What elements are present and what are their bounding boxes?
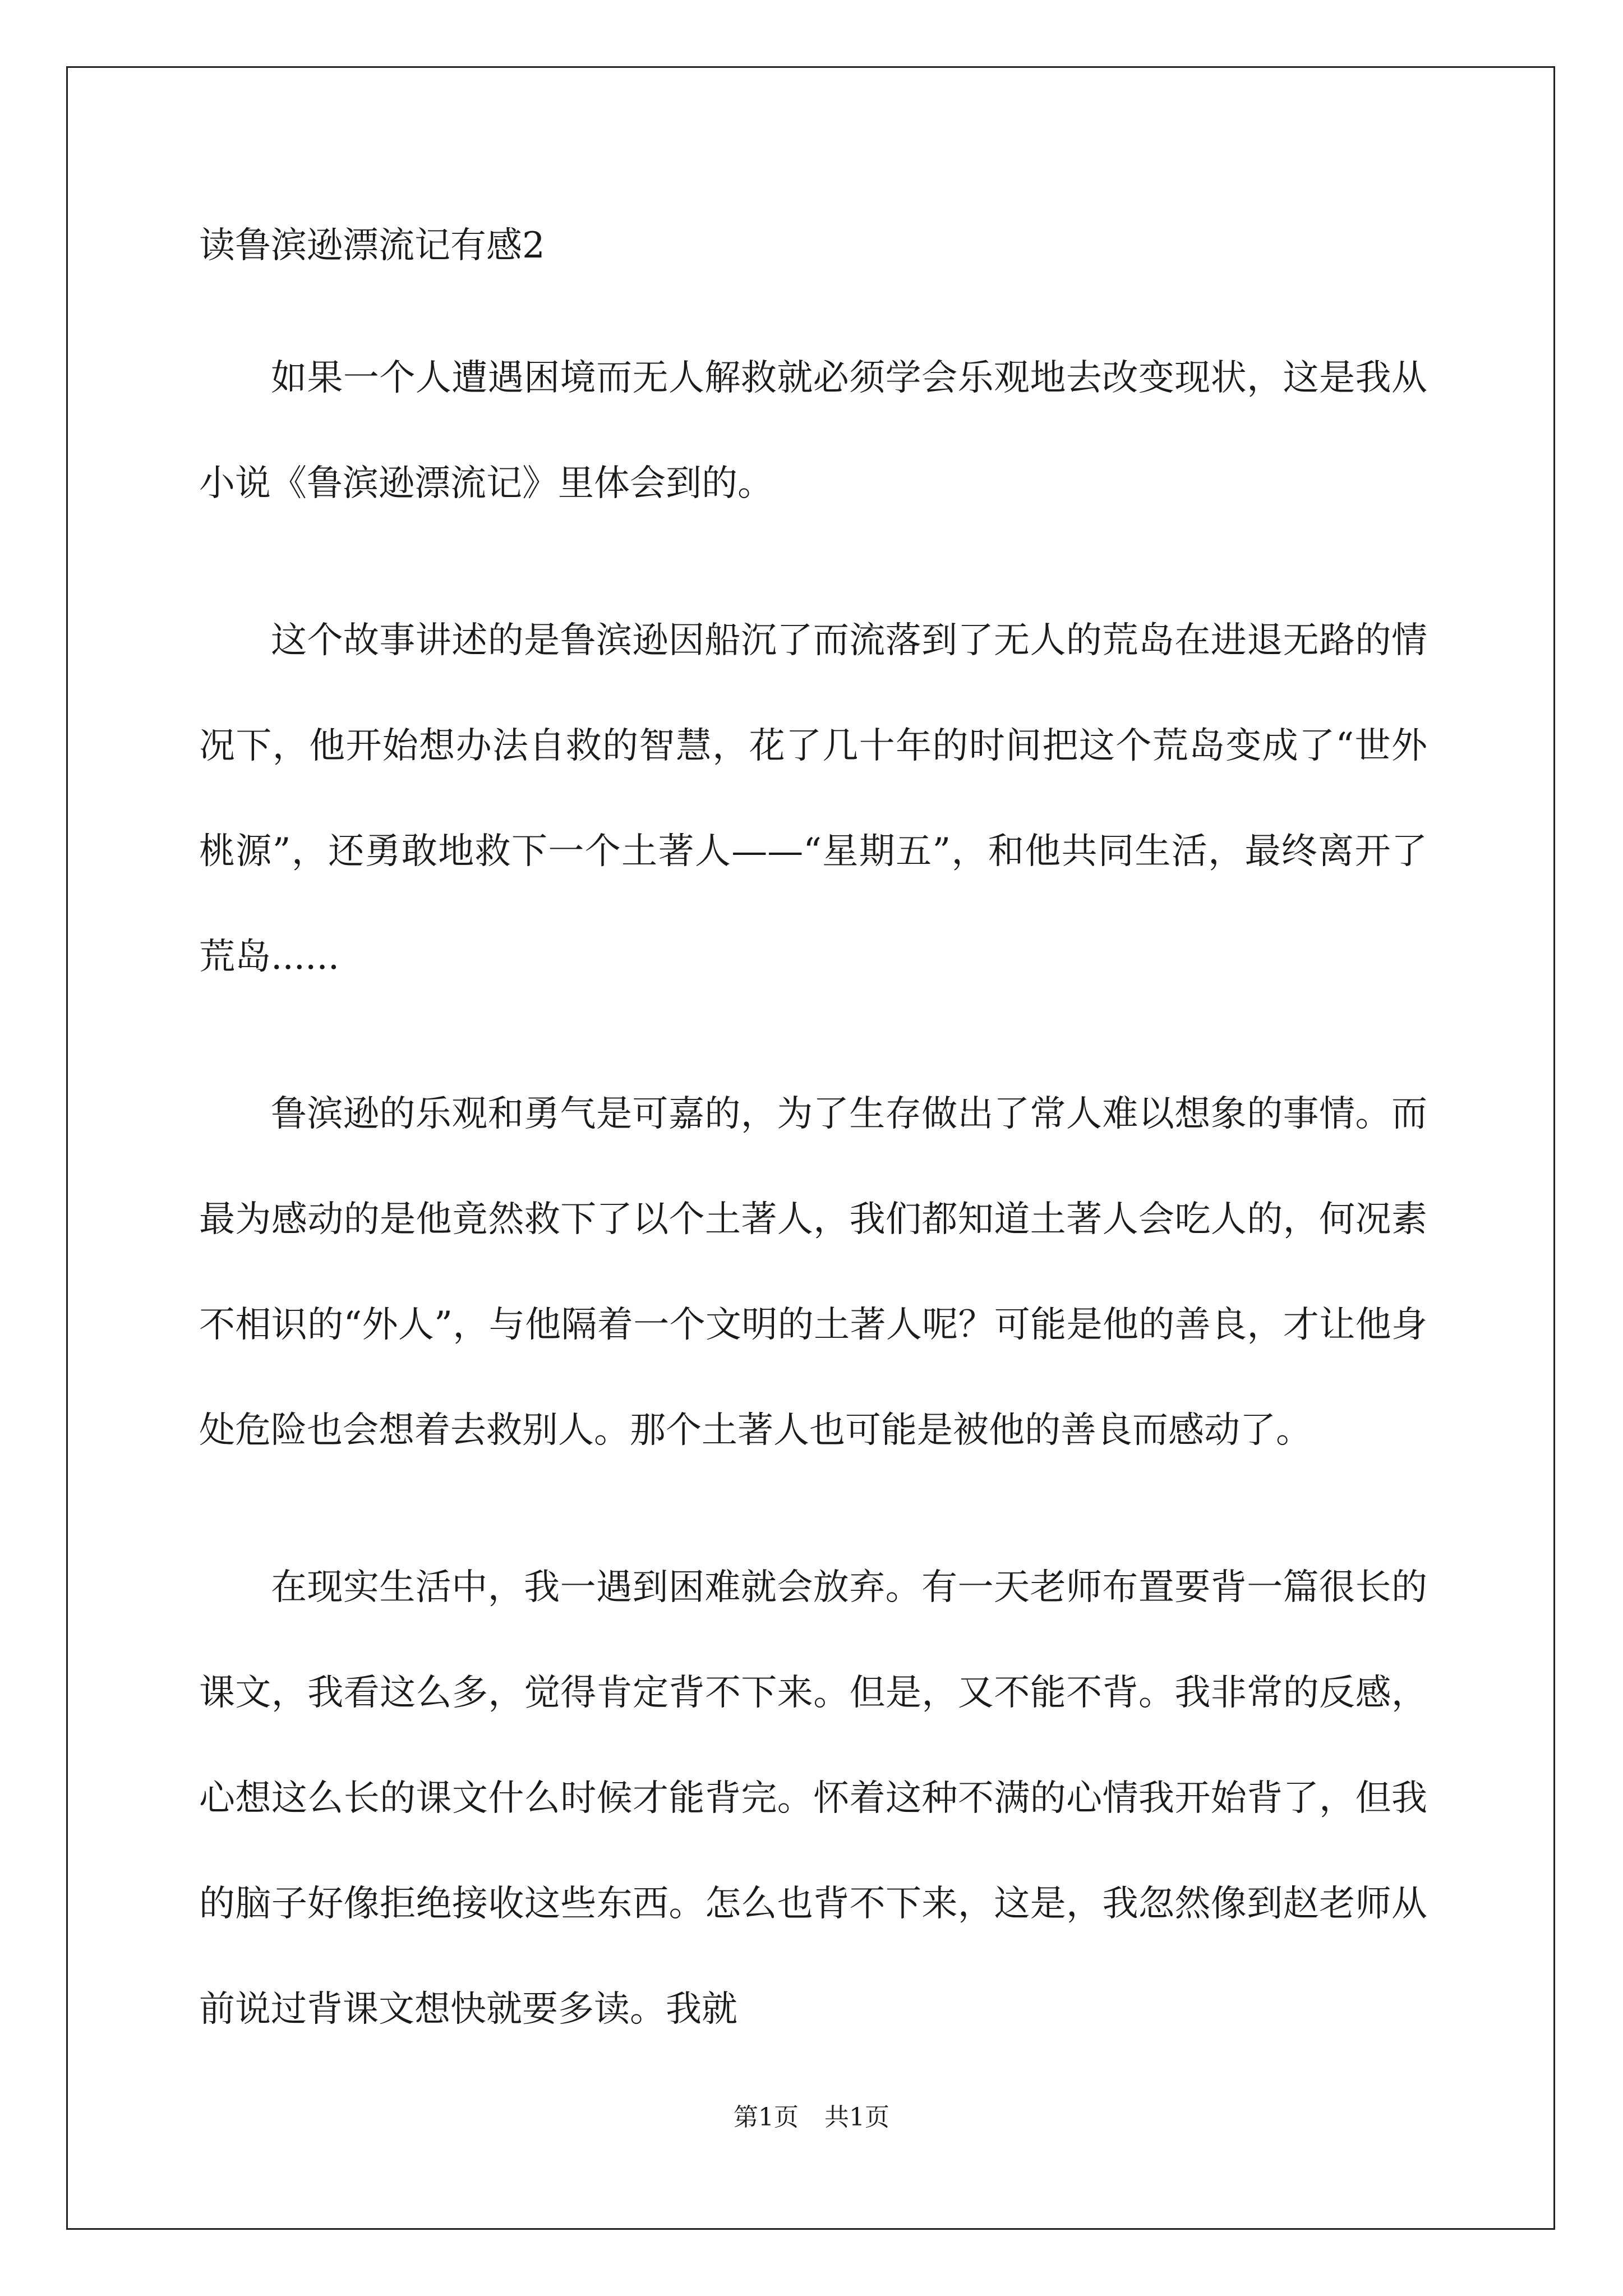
- paragraph-1: 如果一个人遭遇困境而无人解救就必须学会乐观地去改变现状，这是我从小说《鲁滨逊漂流记》里体会到的。: [199, 357, 1427, 504]
- document-body: [199, 219, 1427, 2062]
- paragraph-4: 在现实生活中，我一遇到困难就会放弃。有一天老师布置要背一篇很长的课文，我看这么多，觉得肯定背不下来。但是，又不能不背。我非常的反感，心想这么长的课文什么时候才能背完。怀着这种不满的心情我开始背了，但我的脑子好像拒绝接收这些东西。怎么也背不下来，这是，我忽然像到赵老师从前说过背课文想快就要多读。我就: [199, 1567, 1427, 2030]
- page-total: 共1页: [824, 2103, 889, 2132]
- paragraph-3: 鲁滨逊的乐观和勇气是可嘉的，为了生存做出了常人难以想象的事情。而最为感动的是他竟然救下了以个土著人，我们都知道土著人会吃人的，何况素不相识的“外人”，与他隔着一个文明的土著人呢？可能是他的善良，才让他身处危险也会想着去救别人。那个土著人也可能是被他的善良而感动了。: [199, 1093, 1427, 1451]
- document-title: 读鲁滨逊漂流记有感2: [199, 225, 545, 266]
- page-footer: [0, 2097, 1623, 2133]
- paragraph-2: 这个故事讲述的是鲁滨逊因船沉了而流落到了无人的荒岛在进退无路的情况下，他开始想办法自救的智慧，花了几十年的时间把这个荒岛变成了“世外桃源”，还勇敢地救下一个土著人——“星期五”，和他共同生活，最终离开了荒岛......: [199, 620, 1427, 978]
- page-number: 第1页: [734, 2103, 799, 2132]
